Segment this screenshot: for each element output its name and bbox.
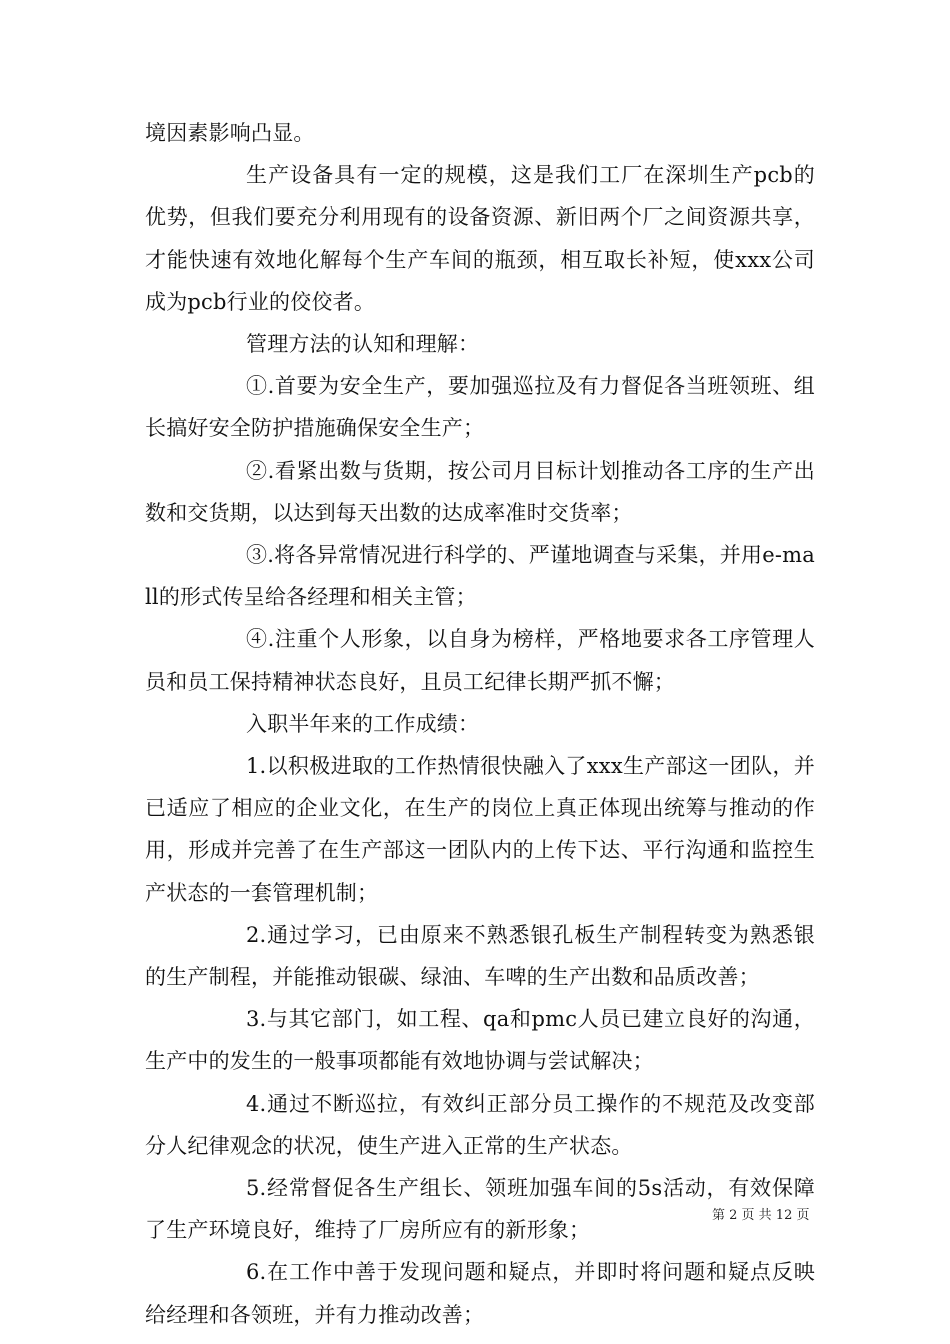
document-body [145, 112, 815, 1336]
achievement-item-5: 5.经常督促各生产组长、领班加强车间的5s活动，有效保障了生产环境良好，维持了厂房所应有的新形象； [145, 1176, 815, 1243]
list-item-3: ③.将各异常情况进行科学的、严谨地调查与采集，并用e-mall的形式传呈给各经理和相关主管； [145, 543, 815, 610]
achievement-item-3: 3.与其它部门，如工程、qa和pmc人员已建立良好的沟通，生产中的发生的一般事项都能有效地协调与尝试解决； [145, 1007, 815, 1074]
paragraph-1: 境因素影响凸显。 [145, 121, 315, 145]
list-item-1: ①.首要为安全生产，要加强巡拉及有力督促各当班领班、组长搞好安全防护措施确保安全生产； [145, 374, 815, 441]
paragraph-2: 生产设备具有一定的规模，这是我们工厂在深圳生产pcb的优势，但我们要充分利用现有的设备资源、新旧两个厂之间资源共享，才能快速有效地化解每个生产车间的瓶颈，相互取长补短，使xxx公司成为pcb行业的佼佼者。 [145, 163, 815, 314]
section-heading-management-methods: 管理方法的认知和理解： [246, 332, 480, 357]
achievement-item-4: 4.通过不断巡拉，有效纠正部分员工操作的不规范及改变部分人纪律观念的状况，使生产进入正常的生产状态。 [145, 1091, 815, 1158]
section-heading-achievements: 入职半年来的工作成绩： [246, 711, 480, 736]
list-item-2: ②.看紧出数与货期，按公司月目标计划推动各工序的生产出数和交货期，以达到每天出数的达成率准时交货率； [145, 458, 815, 525]
achievement-item-2: 2.通过学习，已由原来不熟悉银孔板生产制程转变为熟悉银的生产制程，并能推动银碳、绿油、车啤的生产出数和品质改善； [145, 922, 815, 990]
page-number-footer: 第 2 页 共 12 页 [712, 1208, 810, 1223]
list-item-4: ④.注重个人形象，以自身为榜样，严格地要求各工序管理人员和员工保持精神状态良好，且员工纪律长期严抓不懈； [145, 627, 815, 694]
achievement-item-6: 6.在工作中善于发现问题和疑点，并即时将问题和疑点反映给经理和各领班，并有力推动改善； [145, 1260, 815, 1327]
achievement-item-1: 1.以积极进取的工作热情很快融入了xxx生产部这一团队，并已适应了相应的企业文化，在生产的岗位上真正体现出统筹与推动的作用，形成并完善了在生产部这一团队内的上传下达、平行沟通和监控生产状态的一套管理机制； [145, 754, 815, 905]
